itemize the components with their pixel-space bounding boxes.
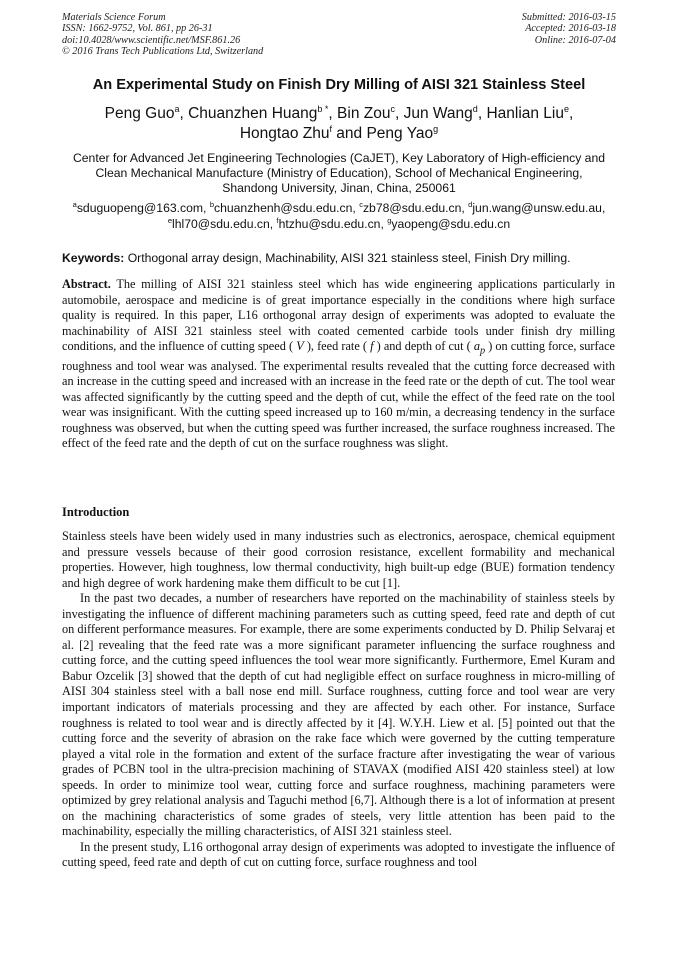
author: Chuanzhen Huang$^{b *}$, [188,104,338,122]
author: Peng Yao$^g$ [366,123,439,142]
email-link[interactable]: $^b$chuanzhenh@sdu.edu.cn [209,200,353,215]
author: Hongtao Zhu$^f$ and [239,123,367,142]
issn-line: ISSN: 1662-9752, Vol. 861, pp 26-31 [62,23,213,35]
paragraph: Stainless steels have been widely used in many industries such as electronics, aerospace, chemical equipment and pressure vessels because of their good corrosion resistance, excellent formability and mechanical properties. However, high toughness, low thermal conductivity, high built-up edge (BUE) formation tendency and high degree of work hardening make them difficult to be cut [1]. [62,529,615,590]
keywords-label: Keywords: [62,251,125,265]
email-link[interactable]: $^a$sduguopeng@163.com [72,200,204,215]
abstract-label: Abstract. [62,277,111,291]
author: Peng Guo$^a$, [104,104,189,122]
paper-title: An Experimental Study on Finish Dry Milling of AISI 321 Stainless Steel [92,77,586,93]
author-list [40,104,638,143]
email-link[interactable]: $^f$htzhu@sdu.edu.cn [276,215,381,231]
submitted-date: Submitted: 2016-03-15 [521,12,616,23]
email-link[interactable]: $^d$jun.wang@unsw.edu.au [468,200,602,215]
accepted-date: Accepted: 2016-03-18 [525,23,616,35]
email-link[interactable]: $^g$yaopeng@sdu.edu.cn [387,215,511,231]
journal-name: Materials Science Forum [62,12,166,23]
dates-header [522,12,616,46]
doi-line: doi:10.4028/www.scientific.net/MSF.861.26 [62,34,241,46]
introduction-body [62,529,615,871]
author: Hanlian Liu$^e$, [486,104,574,122]
online-date: Online: 2016-07-04 [534,34,616,46]
email-link[interactable]: $^c$zb78@sdu.edu.cn [359,200,462,215]
keywords [62,251,622,265]
paragraph: In the past two decades, a number of researchers have reported on the machinability of stainless steels by investigating the influence of different machining parameters such as cutting speed, feed rate and depth of cut on different performance measures. For example, there are some experiments conducted by D. Philip Selvaraj et al. [2] revealing that the feed rate was a more significant parameter influencing the surface roughness and cutting force, and the cutting speed influences the tool wear more significantly. Furthermore, Emel Kuram and Babur Ozcelik [3] showed that the depth of cut had negligible effect on surface roughness in micro-milling of AISI 304 stainless steel with a ball nose end mill. Surface roughness, cutting force and tool wear are very important indicators of materials processing and they are affected by each other. For instance, Surface roughness is related to tool wear and is directly affected by it [4]. W.Y.H. Liew et al. [5] pointed out that the cutting force and the severity of abrasion on the rake face which were governed by the cutting temperature played a vital role in the formation and extent of the surface fracture after investigating the wear of various grades of PCBN tool in the ultra-precision machining of STAVAX (modified AISI 420 stainless steel) at low speeds. In order to minimize tool wear, cutting force and surface roughness, machining parameters were optimized by grey relational analysis and Taguchi method [6,7]. Although there is a lot of information at present on the machining characteristics of some grades of steels, very little attention has been paid to the machinability, especially the milling characteristics, of AISI 321 stainless steel. [62,591,615,839]
copyright-line: © 2016 Trans Tech Publications Ltd, Switzerland [62,46,264,58]
journal-header [62,12,263,58]
email-link[interactable]: $^e$lhl70@sdu.edu.cn [167,215,270,231]
author: Jun Wang$^d$, [403,104,487,122]
paragraph: In the present study, L16 orthogonal array design of experiments was adopted to investigate the influence of cutting speed, feed rate and depth of cut on cutting force, surface roughness and tool [62,839,615,870]
abstract: Abstract. The milling of AISI 321 stainless steel which has wide engineering applications particularly in automobile, aerospace and medicine is of great importance especially in the conditions where high surface quality is required. In this paper, L16 orthogonal array design of experiments was adopted to evaluate the machinability of AISI 321 stainless steel with coated cemented carbide tools under finish dry milling conditions, and the influence of cutting speed ( V ), feed rate ( f ) and depth of cut ( $a_p$ ) on cutting force, surface roughness and tool wear was analysed. The experimental results revealed that the cutting force decreased with an increase in the cutting speed and increased with an increase in the feed rate or the depth of cut. The tool wear was affected significantly by the cutting speed and the depth of cut, while the effect of the feed rate on the tool wear was insignificant. With the cutting speed increased up to 160 m/min, a decreasing tendency in the surface roughness was observed, but when the cutting speed was further increased, the surface roughness increased. The effect of the feed rate and the depth of cut on the surface roughness was slight. [62,277,616,451]
affiliation: Center for Advanced Jet Engineering Technologies (CaJET), Key Laboratory of High-efficiency and Clean Mechanical Manufacture (Ministry of Education), School of Mechanical Engineering, Shandong University, Jinan, China, 250061 [72,151,606,196]
author-emails: $^a$sduguopeng@163.com, $^b$chuanzhenh@sdu.edu.cn, $^c$zb78@sdu.edu.cn, $^d$jun.wang@unsw.edu.au, $^e$lhl70@sdu.edu.cn, $^f$htzhu@sdu.edu.cn, $^g$yaopeng@sdu.edu.cn [72,200,606,231]
keywords-text: Orthogonal array design, Machinability, AISI 321 stainless steel, Finish Dry milling. [127,251,571,265]
section-heading-introduction: Introduction [62,505,130,519]
author: Bin Zou$^c$, [337,104,404,122]
